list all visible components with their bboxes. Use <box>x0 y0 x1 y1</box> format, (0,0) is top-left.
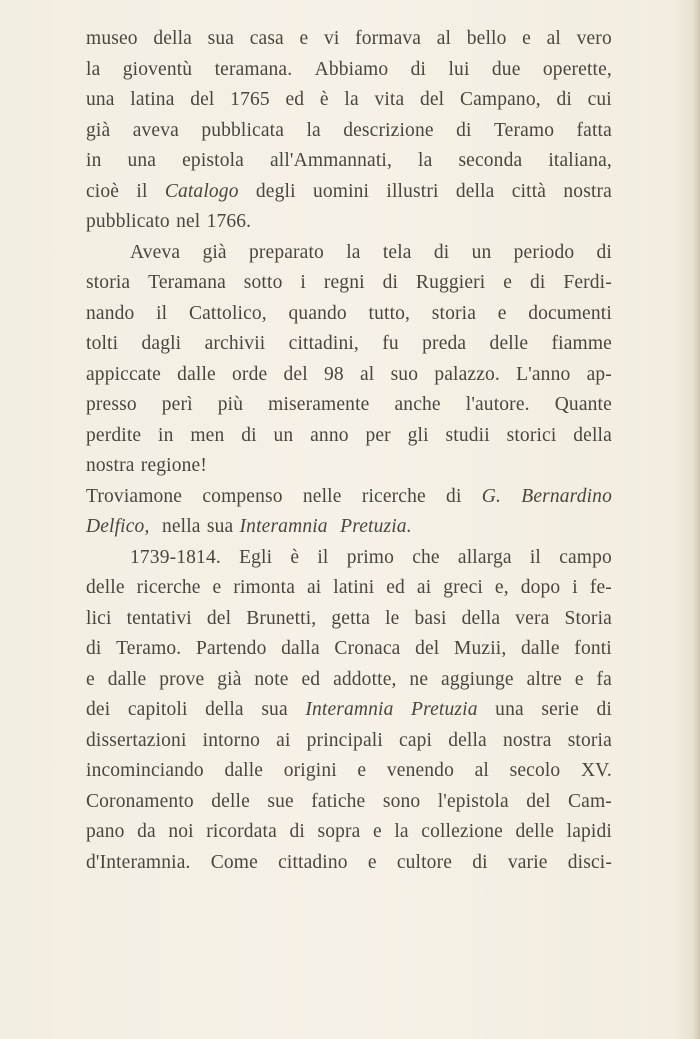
text-line: d'Interamnia. Come cittadino e cultore di varie disci- <box>86 851 612 873</box>
paragraph <box>86 482 612 543</box>
paragraph <box>86 24 612 238</box>
text-line: Delfico, nella sua Interamnia Pretuzia. <box>86 516 412 537</box>
text-line: delle ricerche e rimonta ai latini ed ai greci e, dopo i fe- <box>86 577 612 598</box>
text-line: la gioventù teramana. Abbiamo di lui due operette, <box>86 58 612 80</box>
page-edge-shadow <box>692 0 700 1039</box>
text-line: storia Teramana sotto i regni di Ruggieri e di Ferdi- <box>86 272 612 293</box>
text-line: nostra regione! <box>86 455 207 476</box>
text-line: appiccate dalle orde del 98 al suo palazzo. L'anno ap- <box>86 363 612 385</box>
text-line: in una epistola all'Ammannati, la seconda italiana, <box>86 150 612 171</box>
text-line: presso perì più miseramente anche l'autore. Quante <box>86 394 612 415</box>
paragraph <box>86 238 612 482</box>
text-line: 1739-1814. Egli è il primo che allarga il campo <box>130 546 612 568</box>
text-line: lici tentativi del Brunetti, getta le basi della vera Storia <box>86 607 612 629</box>
text-line: perdite in men di un anno per gli studii storici della <box>86 424 612 446</box>
text-line: di Teramo. Partendo dalla Cronaca del Muzii, dalle fonti <box>86 638 612 659</box>
body-text <box>86 24 612 878</box>
text-line: nando il Cattolico, quando tutto, storia e documenti <box>86 302 612 324</box>
text-line: pano da noi ricordata di sopra e la collezione delle lapidi <box>86 821 612 842</box>
paragraph <box>86 543 612 879</box>
text-line: museo della sua casa e vi formava al bello e al vero <box>86 28 612 49</box>
text-line: cioè il Catalogo degli uomini illustri della città nostra <box>86 180 612 202</box>
text-line: già aveva pubblicata la descrizione di Teramo fatta <box>86 119 612 141</box>
text-line: pubblicato nel 1766. <box>86 211 252 232</box>
text-line: Aveva già preparato la tela di un periodo di <box>130 241 612 263</box>
text-line: e dalle prove già note ed addotte, ne aggiunge altre e fa <box>86 668 612 690</box>
text-line: Coronamento delle sue fatiche sono l'epistola del Cam- <box>86 790 612 812</box>
text-line: dei capitoli della sua Interamnia Pretuzia una serie di <box>86 699 612 720</box>
text-line: una latina del 1765 ed è la vita del Campano, di cui <box>86 89 612 110</box>
text-line: incominciando dalle origini e venendo al secolo XV. <box>86 760 612 781</box>
text-line: Troviamone compenso nelle ricerche di G. Bernardino <box>86 485 612 507</box>
text-line: tolti dagli archivii cittadini, fu preda delle fiamme <box>86 333 612 354</box>
text-line: dissertazioni intorno ai principali capi della nostra storia <box>86 729 612 751</box>
